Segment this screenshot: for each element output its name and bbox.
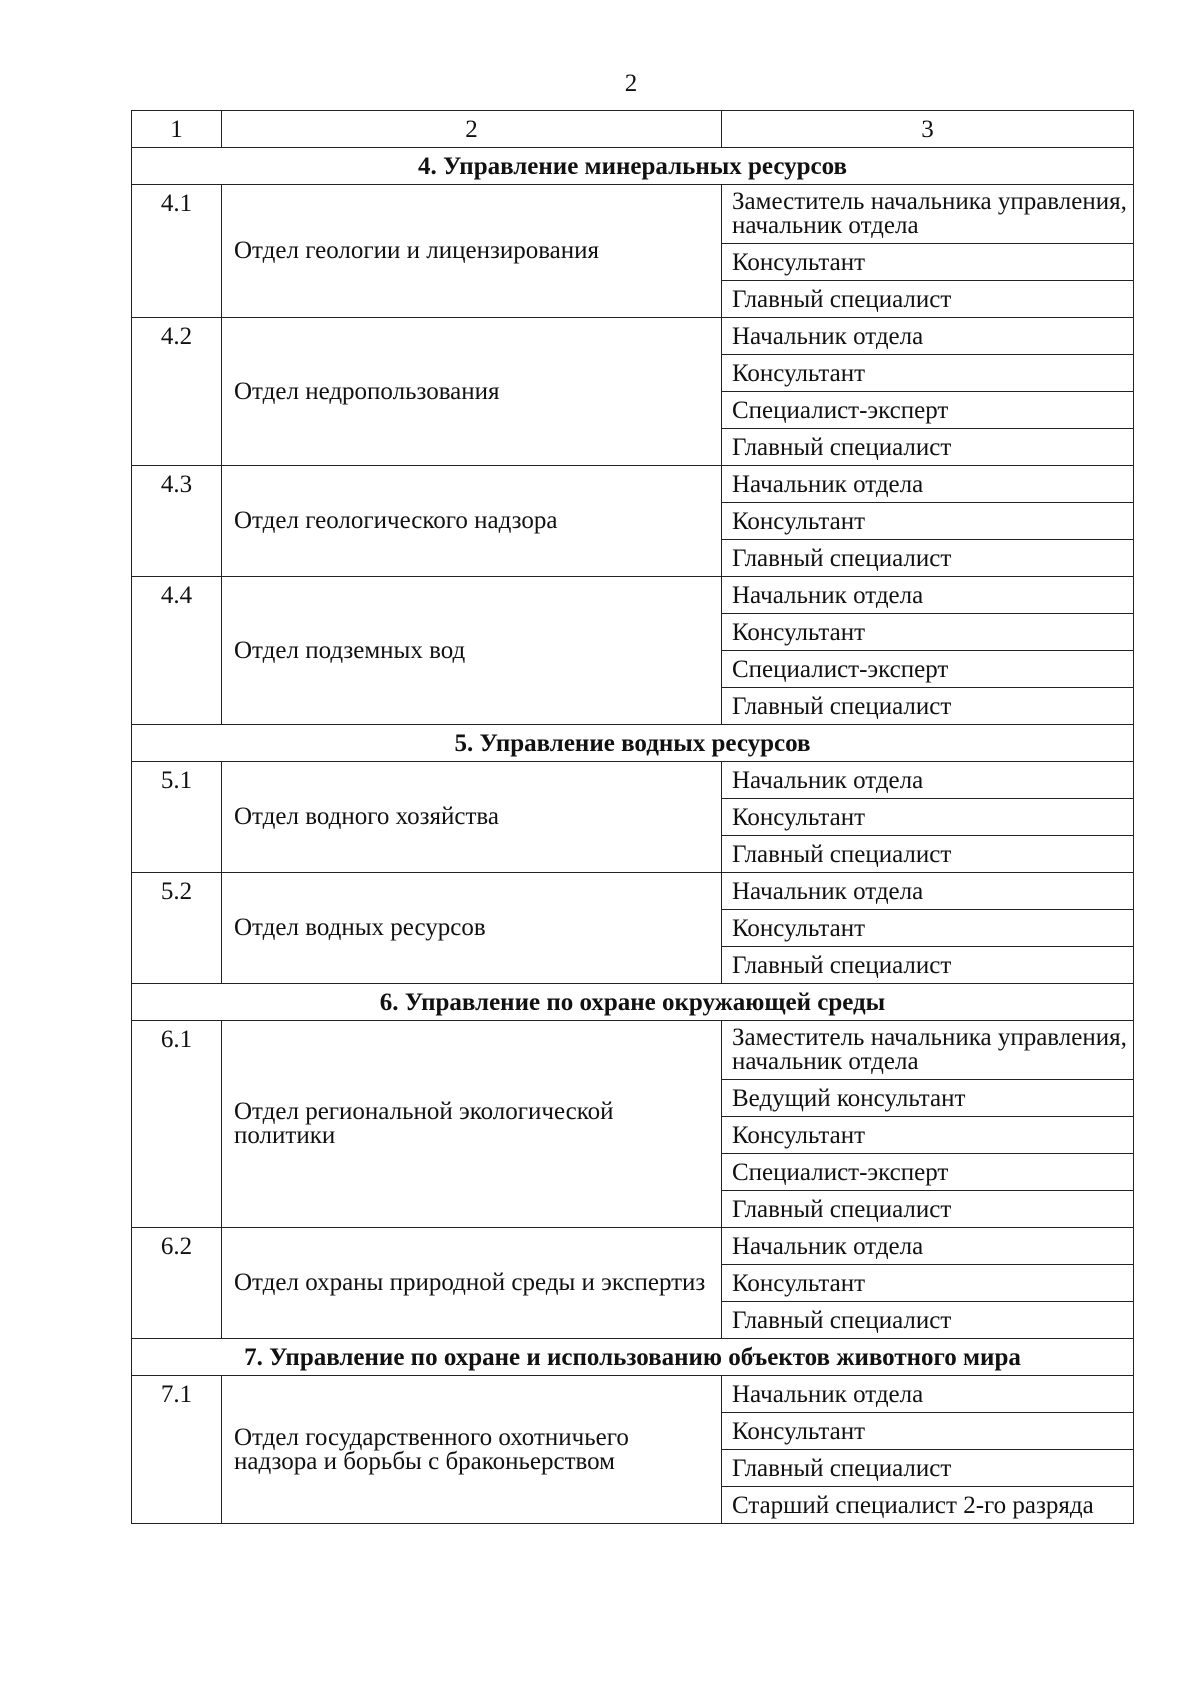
position-cell: Консультант xyxy=(722,1413,1134,1450)
position-cell: Начальник отдела xyxy=(722,577,1134,614)
position-cell: Консультант xyxy=(722,614,1134,651)
department-number: 4.2 xyxy=(132,318,222,466)
position-cell: Заместитель начальника управления, начальник отдела xyxy=(722,185,1134,244)
table-row xyxy=(132,466,1134,503)
position-cell: Начальник отдела xyxy=(722,1228,1134,1265)
position-cell: Специалист-эксперт xyxy=(722,392,1134,429)
header-col-3: 3 xyxy=(722,111,1134,148)
position-cell: Консультант xyxy=(722,1117,1134,1154)
department-number: 5.1 xyxy=(132,762,222,873)
position-cell: Старший специалист 2-го разряда xyxy=(722,1487,1134,1524)
department-name: Отдел региональной экологической политики xyxy=(234,1098,614,1149)
position-cell: Главный специалист xyxy=(722,429,1134,466)
table-row xyxy=(132,1228,1134,1265)
department-number: 6.1 xyxy=(132,1021,222,1228)
position-cell: Заместитель начальника управления, начальник отдела xyxy=(722,1021,1134,1080)
position-cell: Главный специалист xyxy=(722,1191,1134,1228)
position-cell: Ведущий консультант xyxy=(722,1080,1134,1117)
position-cell: Начальник отдела xyxy=(722,873,1134,910)
department-name-cell xyxy=(222,185,722,318)
department-number: 4.4 xyxy=(132,577,222,725)
position-cell: Начальник отдела xyxy=(722,318,1134,355)
department-name-cell xyxy=(222,762,722,873)
table-row xyxy=(132,1021,1134,1080)
department-name: Отдел водного хозяйства xyxy=(234,803,499,831)
position-cell: Консультант xyxy=(722,799,1134,836)
department-name-cell xyxy=(222,1228,722,1339)
section-row xyxy=(132,148,1134,185)
department-name-cell xyxy=(222,466,722,577)
section-row xyxy=(132,725,1134,762)
position-cell: Начальник отдела xyxy=(722,762,1134,799)
department-name: Отдел недропользования xyxy=(234,377,500,405)
header-col-1: 1 xyxy=(132,111,222,148)
section-title: 6. Управление по охране окружающей среды xyxy=(132,984,1134,1021)
table-row xyxy=(132,762,1134,799)
position-cell: Начальник отдела xyxy=(722,1376,1134,1413)
position-cell: Консультант xyxy=(722,355,1134,392)
department-name-cell xyxy=(222,1021,722,1228)
position-cell: Главный специалист xyxy=(722,688,1134,725)
department-name: Отдел геологического надзора xyxy=(234,507,558,535)
position-cell: Главный специалист xyxy=(722,281,1134,318)
position-cell: Главный специалист xyxy=(722,1450,1134,1487)
section-title: 4. Управление минеральных ресурсов xyxy=(132,148,1134,185)
department-name: Отдел геологии и лицензирования xyxy=(234,237,600,265)
department-number: 4.3 xyxy=(132,466,222,577)
position-cell: Начальник отдела xyxy=(722,466,1134,503)
section-title: 5. Управление водных ресурсов xyxy=(132,725,1134,762)
table-row xyxy=(132,577,1134,614)
table-row xyxy=(132,185,1134,244)
position-cell: Консультант xyxy=(722,1265,1134,1302)
department-number: 6.2 xyxy=(132,1228,222,1339)
section-title: 7. Управление по охране и использованию объектов животного мира xyxy=(132,1339,1134,1376)
position-cell: Консультант xyxy=(722,503,1134,540)
department-number: 5.2 xyxy=(132,873,222,984)
table-row xyxy=(132,318,1134,355)
department-name: Отдел водных ресурсов xyxy=(234,914,486,942)
staff-table xyxy=(131,110,1134,1524)
section-row xyxy=(132,984,1134,1021)
position-cell: Главный специалист xyxy=(722,836,1134,873)
position-cell: Консультант xyxy=(722,910,1134,947)
department-name-cell xyxy=(222,1376,722,1524)
section-row xyxy=(132,1339,1134,1376)
header-row xyxy=(132,111,1134,148)
department-number: 7.1 xyxy=(132,1376,222,1524)
table-row xyxy=(132,873,1134,910)
header-col-2: 2 xyxy=(222,111,722,148)
department-name-cell xyxy=(222,577,722,725)
position-cell: Специалист-эксперт xyxy=(722,1154,1134,1191)
department-name: Отдел охраны природной среды и экспертиз xyxy=(234,1269,706,1297)
department-name-cell xyxy=(222,318,722,466)
position-cell: Специалист-эксперт xyxy=(722,651,1134,688)
position-cell: Консультант xyxy=(722,244,1134,281)
position-cell: Главный специалист xyxy=(722,1302,1134,1339)
department-name-cell xyxy=(222,873,722,984)
department-name: Отдел государственного охотничьего надзора и борьбы с браконьерством xyxy=(234,1423,629,1475)
staff-table-body xyxy=(132,111,1134,1524)
department-number: 4.1 xyxy=(132,185,222,318)
position-cell: Главный специалист xyxy=(722,947,1134,984)
position-cell: Главный специалист xyxy=(722,540,1134,577)
department-name: Отдел подземных вод xyxy=(234,636,466,664)
page-number: 2 xyxy=(624,70,638,97)
table-row xyxy=(132,1376,1134,1413)
